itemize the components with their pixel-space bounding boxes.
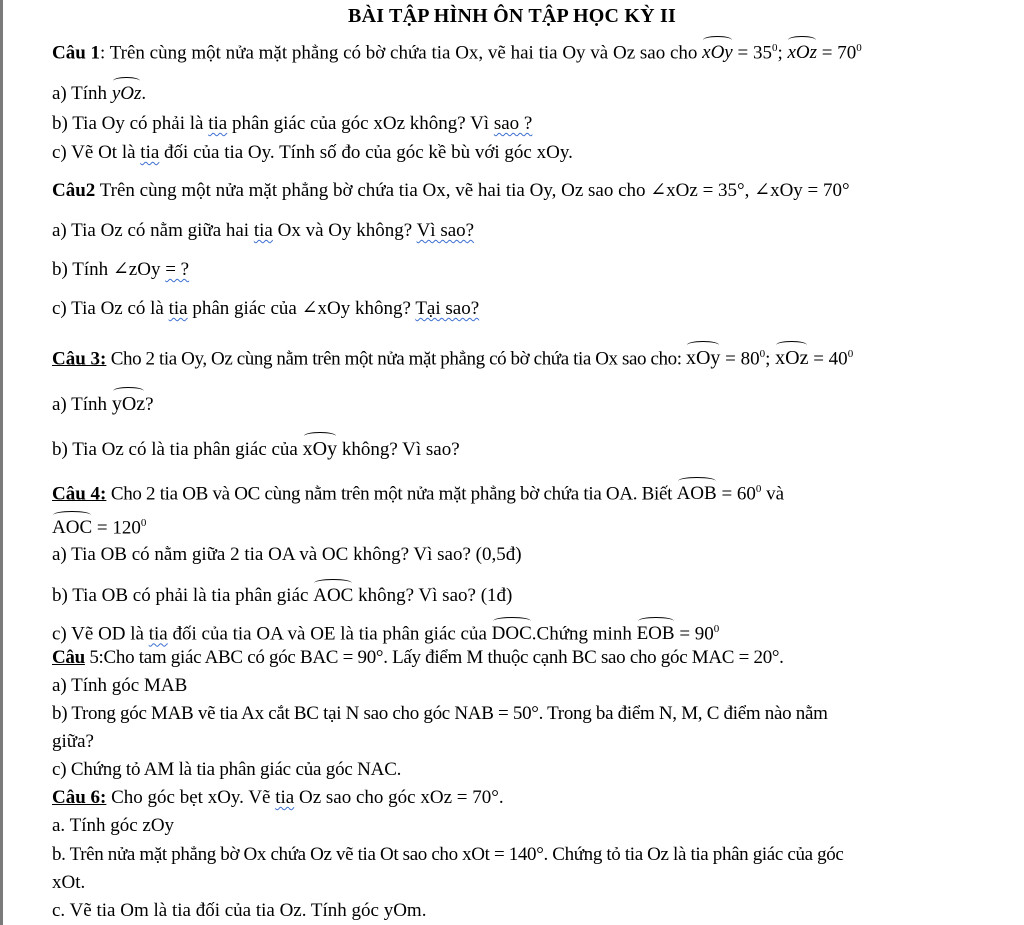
angle-yOz: yOz [112,78,142,106]
q3-stem: Câu 3: Cho 2 tia Oy, Oz cùng nằm trên một nửa mặt phẳng có bờ chứa tia Ox sao cho: xOy = $80^0$; xOz = $40^0$ [52,342,853,371]
q6-part-b: b. Trên nửa mặt phẳng bờ Ox chứa Oz vẽ tia Ot sao cho xOt = 140°. Chứng tỏ tia Oz là tia phân giác của góc [52,844,844,865]
q3-part-a: a) Tính yOz? [52,388,154,417]
angle-DOC: DOC [492,618,532,646]
q6-part-a: a. Tính góc zOy [52,815,175,836]
q4-stem-cont: AOC = $120^0$ [52,511,146,540]
q6-stem: Câu 6: Cho góc bẹt xOy. Vẽ tia Oz sao cho góc xOz = 70°. [52,787,504,808]
page-left-border [0,0,3,925]
q5-part-b: b) Trong góc MAB vẽ tia Ax cắt BC tại N sao cho góc NAB = 50°. Trong ba điểm N, M, C điểm nào nằm [52,703,828,724]
q4-part-a: a) Tia OB có nằm giữa 2 tia OA và OC không? Vì sao? (0,5đ) [52,544,522,565]
angle-AOC: AOC [52,512,92,540]
q4-stem: Câu 4: Cho 2 tia OB và OC cùng nằm trên một nửa mặt phẳng bờ chứa tia OA. Biết AOB = $60^0$ và [52,477,784,506]
angle-xOy: xOy [702,37,733,65]
angle-xOz: xOz [787,37,817,65]
angle-AOB: AOB [677,478,717,506]
q1-part-a: a) Tính yOz. [52,78,146,106]
angle-AOC: AOC [313,580,353,608]
q1-stem: Câu 1: Trên cùng một nửa mặt phẳng có bờ chứa tia Ox, vẽ hai tia Oy và Oz sao cho xOy = $35^0$; xOz = $70^0$ [52,36,862,65]
q1-label: Câu 1 [52,42,101,64]
q5-part-c: c) Chứng tỏ AM là tia phân giác của góc NAC. [52,759,402,780]
q3-part-b: b) Tia Oz có là tia phân giác của xOy không? Vì sao? [52,433,460,462]
angle-EOB: EOB [637,618,675,646]
document-page [52,0,1017,921]
q2-part-b: b) Tính ∠zOy = ? [52,259,190,280]
page-title: BÀI TẬP HÌNH ÔN TẬP HỌC KỲ II [348,5,676,27]
q4-part-b: b) Tia OB có phải là tia phân giác AOC không? Vì sao? (1đ) [52,580,512,608]
angle-xOy: xOy [686,342,720,370]
q5-part-b-cont: giữa? [52,731,94,752]
q5-stem: Câu 5:Cho tam giác ABC có góc BAC = 90°. Lấy điểm M thuộc cạnh BC sao cho góc MAC = 20°. [52,647,784,668]
q2-label: Câu2 [52,180,96,201]
q1-part-b: b) Tia Oy có phải là tia phân giác của góc xOz không? Vì sao ? [52,113,533,134]
q3-label: Câu 3: [52,348,107,370]
q1-part-c: c) Vẽ Ot là tia đối của tia Oy. Tính số đo của góc kề bù với góc xOy. [52,142,573,163]
q4-part-c: c) Vẽ OD là tia đối của tia OA và OE là tia phân giác của DOC.Chứng minh EOB = $90^0$ [52,617,719,646]
q6-label: Câu 6: [52,787,107,808]
q6-part-b-cont: xOt. [52,872,86,893]
q4-label: Câu 4: [52,483,107,505]
q5-label: Câu [52,647,85,668]
q2-stem: Câu2 Trên cùng một nửa mặt phẳng bờ chứa tia Ox, vẽ hai tia Oy, Oz sao cho ∠xOz = 35°, ∠xOy = 70° [52,180,850,201]
angle-yOz: yOz [112,388,145,416]
q6-part-c: c. Vẽ tia Om là tia đối của tia Oz. Tính góc yOm. [52,900,427,921]
angle-xOz: xOz [775,342,808,370]
q5-part-a: a) Tính góc MAB [52,675,188,696]
angle-xOy: xOy [303,433,337,461]
q2-part-a: a) Tia Oz có nằm giữa hai tia Ox và Oy không? Vì sao? [52,220,475,241]
q2-part-c: c) Tia Oz có là tia phân giác của ∠xOy không? Tại sao? [52,298,480,319]
